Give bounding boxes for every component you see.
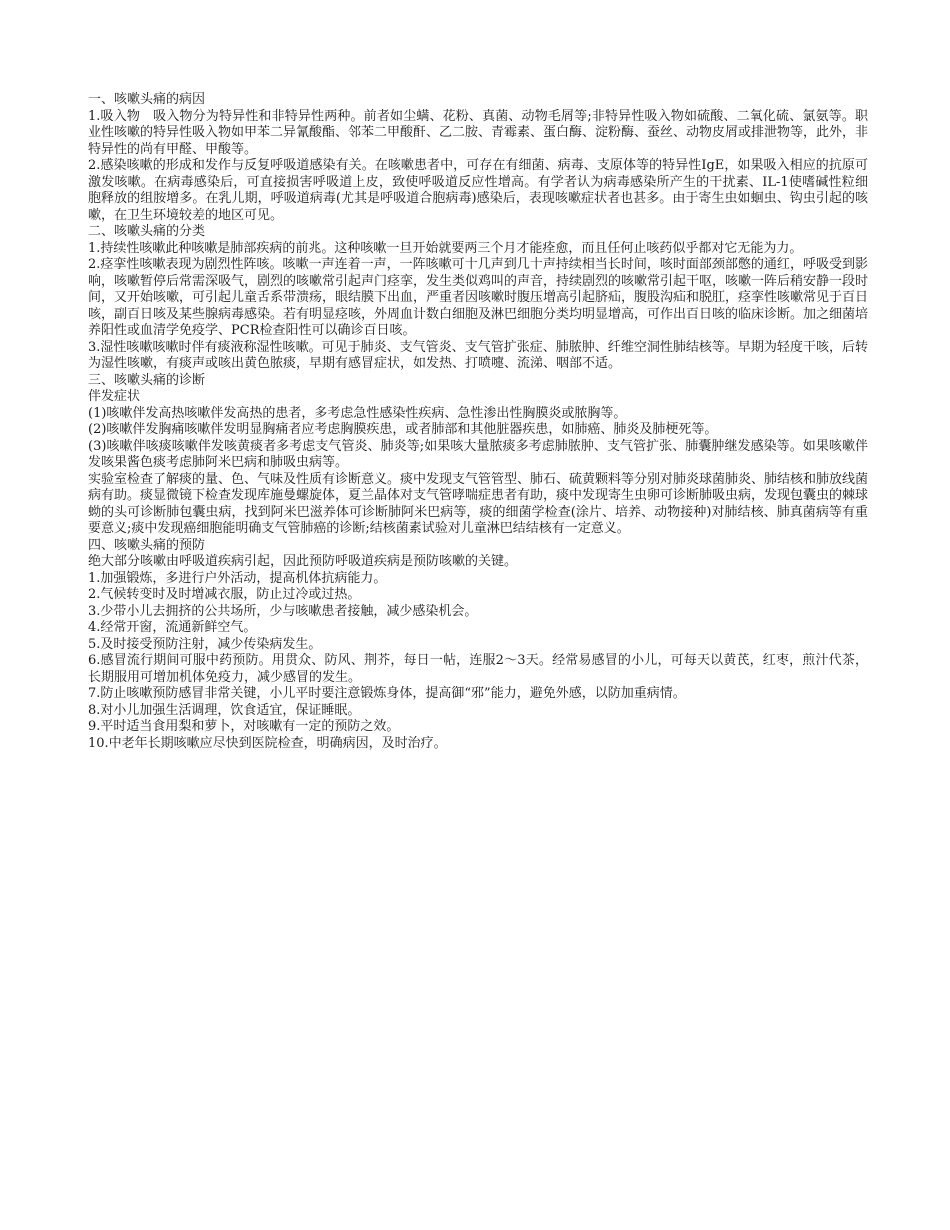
section-heading-diagnosis: 三、咳嗽头痛的诊断 (88, 372, 206, 388)
document-body (88, 92, 868, 752)
prevention-item-6: 6.感冒流行期间可服中药预防。用贯众、防风、荆芥，每日一帖，连服2～3天。经常易感冒的小儿，可每天以黄芪，红枣，煎汁代茶，长期服用可增加机体免疫力，减少感冒的发生。 (88, 653, 868, 685)
paragraph-prevention-intro: 绝大部分咳嗽由呼吸道疾病引起，因此预防呼吸道疾病是预防咳嗽的关键。 (88, 554, 518, 569)
prevention-item-9: 9.平时适当食用梨和萝卜，对咳嗽有一定的预防之效。 (88, 719, 400, 734)
paragraph-inhalants: 1.吸入物 吸入物分为特异性和非特异性两种。前者如尘螨、花粉、真菌、动物毛屑等;非特异性吸入物如硫酸、二氧化硫、氯氨等。职业性咳嗽的特异性吸入物如甲苯二异氰酸酯、邻苯二甲酸酐、乙二胺、青霉素、蛋白酶、淀粉酶、蚕丝、动物皮屑或排泄物等，此外，非特异性的尚有甲醛、甲酸等。 (88, 108, 869, 157)
paragraph-persistent-cough: 1.持续性咳嗽此种咳嗽是肺部疾病的前兆。这种咳嗽一旦开始就要两三个月才能痊愈，而且任何止咳药似乎都对它无能为力。 (88, 240, 803, 256)
section-heading-types: 二、咳嗽头痛的分类 (88, 224, 206, 239)
paragraph-infection: 2.感染咳嗽的形成和发作与反复呼吸道感染有关。在咳嗽患者中，可存在有细菌、病毒、支原体等的特异性IgE，如果吸入相应的抗原可激发咳嗽。在病毒感染后，可直接损害呼吸道上皮，致使呼吸道反应性增高。有学者认为病毒感染所产生的干扰素、IL-1使嗜碱性粒细胞释放的组胺增多。在乳儿期，呼吸道病毒(尤其是呼吸道合胞病毒)感染后，表现咳嗽症状者也甚多。由于寄生虫如蛔虫、钩虫引起的咳嗽，在卫生环境较差的地区可见。 (88, 158, 868, 223)
prevention-item-10: 10.中老年长期咳嗽应尽快到医院检查，明确病因，及时治疗。 (88, 735, 447, 751)
prevention-item-4: 4.经常开窗，流通新鲜空气。 (88, 620, 257, 635)
paragraph-wet-cough: 3.湿性咳嗽咳嗽时伴有痰液称湿性咳嗽。可见于肺炎、支气管炎、支气管扩张症、肺脓肿、纤维空洞性肺结核等。早期为轻度干咳，后转为湿性咳嗽，有痰声或咳出黄色脓痰，早期有感冒症状，如发热、打喷嚏、流涕、咽部不适。 (88, 339, 868, 371)
paragraph-fever: (1)咳嗽伴发高热咳嗽伴发高热的患者，多考虑急性感染性疾病、急性渗出性胸膜炎或脓胸等。 (88, 405, 627, 421)
section-heading-causes: 一、咳嗽头痛的病因 (88, 92, 206, 107)
prevention-item-3: 3.少带小儿去拥挤的公共场所，少与咳嗽患者接触，减少感染机会。 (88, 603, 478, 619)
paragraph-chest-pain: (2)咳嗽伴发胸痛咳嗽伴发明显胸痛者应考虑胸膜疾患，或者肺部和其他脏器疾患，如肺癌、肺炎及肺梗死等。 (88, 422, 718, 437)
prevention-item-8: 8.对小儿加强生活调理，饮食适宜，保证睡眠。 (88, 702, 361, 718)
paragraph-sputum: (3)咳嗽伴咳痰咳嗽伴发咳黄痰者多考虑支气管炎、肺炎等;如果咳大量脓痰多考虑肺脓肿、支气管扩张、肺囊肿继发感染等。如果咳嗽伴发咳果酱色痰考虑肺阿米巴病和肺吸虫病等。 (88, 438, 868, 470)
subheading-accompanying-symptoms: 伴发症状 (88, 389, 141, 404)
paragraph-spasmodic-cough: 2.痉挛性咳嗽表现为剧烈性阵咳。咳嗽一声连着一声，一阵咳嗽可十几声到几十声持续相当长时间，咳时面部颈部憋的通红，呼吸受到影响，咳嗽暂停后常需深吸气，剧烈的咳嗽常引起声门痉挛，发生类似鸡叫的声音，持续剧烈的咳嗽常引起干呕，咳嗽一阵后稍安静一段时间，又开始咳嗽，可引起儿童舌系带溃疡，眼结膜下出血，严重者因咳嗽时腹压增高引起脐疝，腹股沟疝和脱肛，痉挛性咳嗽常见于百日咳，副百日咳及某些腺病毒感染。若有明显痉咳，外周血计数白细胞及淋巴细胞分类均明显增高，可作出百日咳的临床诊断。加之细菌培养阳性或血清学免疫学、PCR检查阳性可以确诊百日咳。 (88, 257, 869, 338)
prevention-item-1: 1.加强锻炼，多进行户外活动，提高机体抗病能力。 (88, 570, 387, 586)
section-heading-prevention: 四、咳嗽头痛的预防 (88, 537, 206, 553)
paragraph-lab-tests: 实验室检查了解痰的量、色、气味及性质有诊断意义。痰中发现支气管管型、肺石、硫黄颗料等分别对肺炎球菌肺炎、肺结核和肺放线菌病有助。痰显微镜下检查发现库施曼螺旋体，夏兰晶体对支气管哮喘症患者有助，痰中发现寄生虫卵可诊断肺吸虫病，发现包囊虫的棘球蚴的头可诊断肺包囊虫病，找到阿米巴滋养体可诊断肺阿米巴病等，痰的细菌学检查(涂片、培养、动物接种)对肺结核、肺真菌病等有重要意义;痰中发现癌细胞能明确支气管肺癌的诊断;结核菌素试验对儿童淋巴结结核有一定意义。 (88, 471, 869, 536)
prevention-item-5: 5.及时接受预防注射，减少传染病发生。 (88, 636, 322, 652)
prevention-item-7: 7.防止咳嗽预防感冒非常关键，小儿平时要注意锻炼身体，提高御“邪”能力，避免外感，以防加重病情。 (88, 686, 686, 701)
prevention-item-2: 2.气候转变时及时增减衣服，防止过冷或过热。 (88, 587, 361, 602)
